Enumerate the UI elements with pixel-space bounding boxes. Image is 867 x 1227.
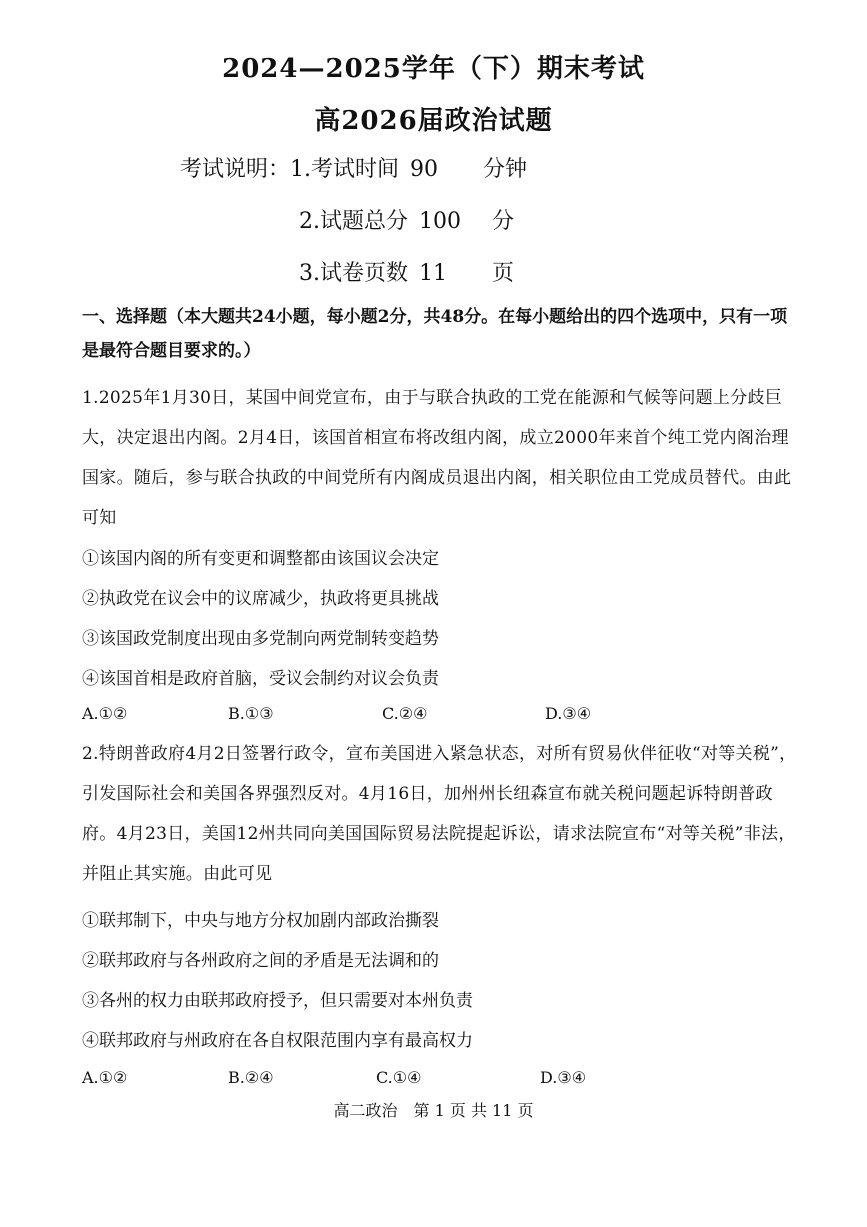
question-1-option-c: C.②④ [382,704,428,723]
question-1-statement-2: ②执政党在议会中的议席减少，执政将更具挑战 [82,589,439,609]
section-heading: 一、选择题（本大题共24小题，每小题2分，共48分。在每小题给出的四个选项中，只有一项是最符合题目要求的。） [82,307,788,361]
exam-subtitle: 高2026届政治试题 [314,106,553,136]
question-1-statement-3: ③该国政党制度出现由多党制向两党制转变趋势 [82,629,439,649]
question-1-option-b: B.①③ [228,704,274,723]
question-1-option-a: A.①② [82,704,128,723]
exam-note-3: 3.试卷页数 11 页 [299,261,515,286]
question-2-option-d: D.③④ [540,1068,587,1087]
exam-note-1: 考试说明：1.考试时间 90 分钟 [180,152,527,183]
question-1-statement-1: ①该国内阁的所有变更和调整都由该国议会决定 [82,549,439,569]
question-1-statement-4: ④该国首相是政府首脑，受议会制约对议会负责 [82,669,439,689]
question-2-option-c: C.①④ [376,1068,422,1087]
question-2-statement-3: ③各州的权力由联邦政府授予，但只需要对本州负责 [82,991,473,1011]
question-2-statement-2: ②联邦政府与各州政府之间的矛盾是无法调和的 [82,951,439,971]
question-1-stem: 1.2025年1月30日，某国中间党宣布，由于与联合执政的工党在能源和气候等问题上分歧巨大，决定退出内阁。2月4日，该国首相宣布将改组内阁，成立2000年来首个纯工党内阁治理国家。随后，参与联合执政的中间党所有内阁成员退出内阁，相关职位由工党成员替代。由此可知 [82,388,792,528]
question-1-option-d: D.③④ [545,704,592,723]
exam-note-2: 2.试题总分 100 分 [299,209,515,234]
exam-notes-label: 考试说明： [180,157,291,182]
question-2-stem: 2.特朗普政府4月2日签署行政令，宣布美国进入紧急状态，对所有贸易伙伴征收“对等关税”，引发国际社会和美国各界强烈反对。4月16日，加州州长纽森宣布就关税问题起诉特朗普政府。4月23日，美国12州共同向美国国际贸易法院提起诉讼，请求法院宣布“对等关税”非法，并阻止其实施。由此可见 [82,744,797,884]
question-2-option-a: A.①② [82,1068,128,1087]
question-2-statement-4: ④联邦政府与州政府在各自权限范围内享有最高权力 [82,1031,473,1051]
exam-title: 2024—2025学年（下）期末考试 [222,54,645,84]
question-2-statement-1: ①联邦制下，中央与地方分权加剧内部政治撕裂 [82,911,439,931]
question-2-option-b: B.②④ [228,1068,274,1087]
page-footer: 高二政治 第 1 页 共 11 页 [333,1101,534,1120]
